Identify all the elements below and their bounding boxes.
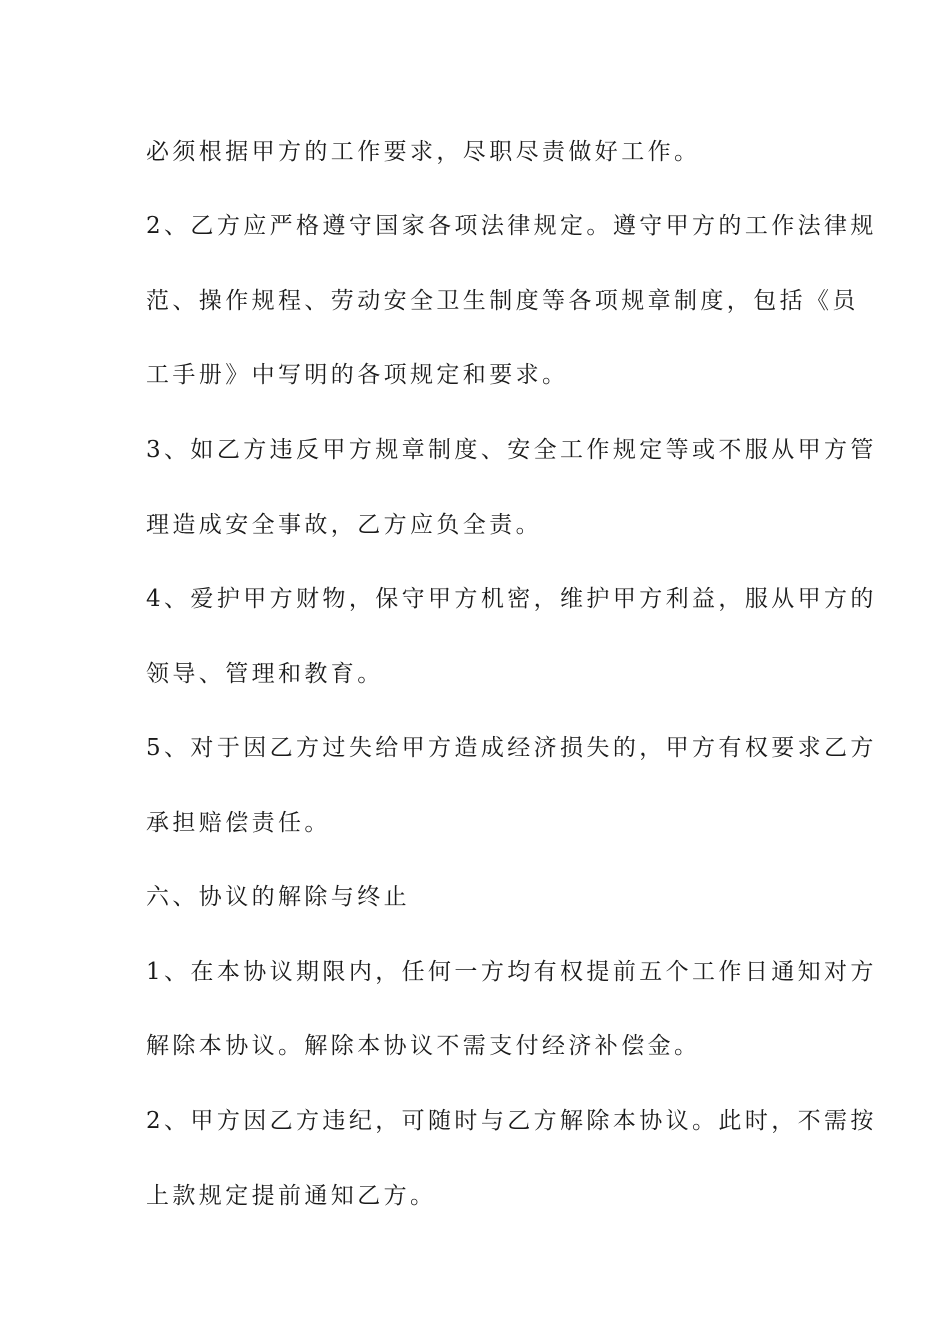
paragraph-line: 3、如乙方违反甲方规章制度、安全工作规定等或不服从甲方管 [146, 437, 877, 463]
paragraph-line: 5、对于因乙方过失给甲方造成经济损失的，甲方有权要求乙方 [146, 735, 877, 761]
paragraph-line: 理造成安全事故，乙方应负全责。 [146, 512, 542, 538]
paragraph-line: 领导、管理和教育。 [146, 661, 384, 687]
paragraph-line: 4、爱护甲方财物，保守甲方机密，维护甲方利益，服从甲方的 [146, 586, 877, 612]
paragraph-line: 2、甲方因乙方违纪，可随时与乙方解除本协议。此时，不需按 [146, 1108, 877, 1134]
paragraph-line: 1、在本协议期限内，任何一方均有权提前五个工作日通知对方 [146, 959, 877, 985]
paragraph-line: 必须根据甲方的工作要求，尽职尽责做好工作。 [146, 139, 701, 165]
paragraph-line: 解除本协议。解除本协议不需支付经济补偿金。 [146, 1033, 701, 1059]
section-heading: 六、协议的解除与终止 [146, 884, 410, 910]
paragraph-line: 上款规定提前通知乙方。 [146, 1183, 437, 1209]
paragraph-line: 工手册》中写明的各项规定和要求。 [146, 362, 569, 388]
paragraph-line: 范、操作规程、劳动安全卫生制度等各项规章制度，包括《员 [146, 288, 859, 314]
paragraph-line: 2、乙方应严格遵守国家各项法律规定。遵守甲方的工作法律规 [146, 213, 877, 239]
paragraph-line: 承担赔偿责任。 [146, 810, 331, 836]
